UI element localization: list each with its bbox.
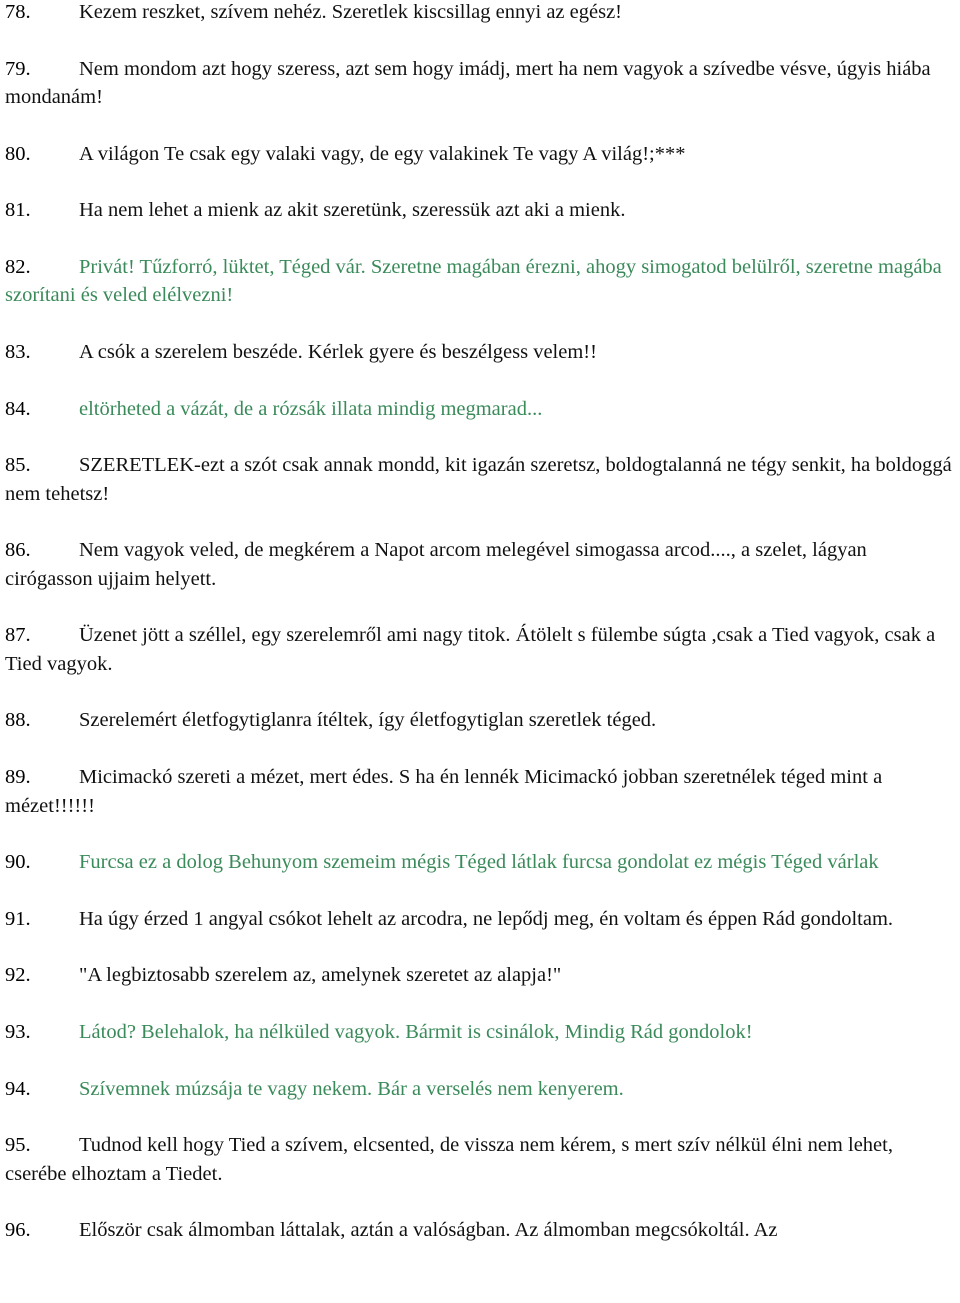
list-item [5, 451, 958, 508]
list-item [5, 621, 958, 678]
item-text: SZERETLEK-ezt a szót csak annak mondd, kit igazán szeretsz, boldogtalanná ne tégy senkit, ha boldoggá nem tehetsz! [5, 454, 952, 505]
list-item [5, 253, 958, 310]
item-text: Üzenet jött a széllel, egy szerelemről ami nagy titok. Átölelt s fülembe súgta ,csak a Tied vagyok, csak a Tied vagyok. [5, 624, 936, 675]
list-item [5, 395, 958, 424]
list-item [5, 961, 958, 990]
list-item [5, 706, 958, 735]
item-text: Először csak álmomban láttalak, aztán a valóságban. Az álmomban megcsókoltál. Az [79, 1219, 778, 1242]
item-text: "A legbiztosabb szerelem az, amelynek szeretet az alapja!" [79, 964, 562, 987]
item-number: 86. [5, 539, 31, 562]
item-number: 91. [5, 907, 31, 930]
item-number: 94. [5, 1077, 31, 1100]
item-number: 93. [5, 1020, 31, 1043]
item-text: Furcsa ez a dolog Behunyom szemeim mégis Téged látlak furcsa gondolat ez mégis Téged várlak [79, 851, 879, 874]
item-number: 81. [5, 199, 31, 222]
list-item [5, 0, 958, 27]
list-item [5, 1216, 958, 1245]
item-number: 89. [5, 766, 31, 789]
item-text: Ha úgy érzed 1 angyal csókot lehelt az arcodra, ne lepődj meg, én voltam és éppen Rád gondoltam. [79, 907, 894, 930]
item-number: 83. [5, 340, 31, 363]
list-item [5, 55, 958, 112]
item-text: Szerelemért életfogytiglanra ítéltek, így életfogytiglan szeretlek téged. [79, 709, 657, 732]
list-item [5, 1018, 958, 1047]
list-item [5, 848, 958, 877]
item-number: 82. [5, 255, 31, 278]
item-number: 92. [5, 964, 31, 987]
list-item [5, 763, 958, 820]
list-item [5, 196, 958, 225]
list-item [5, 905, 958, 934]
item-number: 95. [5, 1134, 31, 1157]
item-text: Micimackó szereti a mézet, mert édes. S ha én lennék Micimackó jobban szeretnélek téged mint a mézet!!!!!! [5, 766, 883, 817]
list-item [5, 536, 958, 593]
item-number: 85. [5, 454, 31, 477]
item-text: Tudnod kell hogy Tied a szívem, elcsented, de vissza nem kérem, s mert szív nélkül élni nem lehet, cserébe elhoztam a Tiedet. [5, 1134, 893, 1185]
item-text: Kezem reszket, szívem nehéz. Szeretlek kiscsillag ennyi az egész! [79, 1, 622, 23]
item-number: 84. [5, 397, 31, 420]
item-number: 78. [5, 1, 31, 23]
item-text: Nem mondom azt hogy szeress, azt sem hogy imádj, mert ha nem vagyok a szívedbe vésve, úgyis hiába mondanám! [5, 57, 931, 109]
item-number: 90. [5, 851, 31, 874]
item-text: Látod? Belehalok, ha nélküled vagyok. Bármit is csinálok, Mindig Rád gondolok! [79, 1020, 753, 1043]
list-item [5, 1131, 958, 1188]
document-page [5, 0, 958, 1273]
item-text: eltörheted a vázát, de a rózsák illata mindig megmarad... [79, 397, 543, 420]
item-number: 80. [5, 142, 31, 165]
item-text: Privát! Tűzforró, lüktet, Téged vár. Szeretne magában érezni, ahogy simogatod belülről, szeretne magába szorítani és veled elélvezni! [5, 255, 942, 307]
item-text: A csók a szerelem beszéde. Kérlek gyere és beszélgess velem!! [79, 340, 597, 363]
item-number: 79. [5, 57, 31, 80]
item-number: 96. [5, 1219, 31, 1242]
list-item [5, 338, 958, 367]
item-number: 87. [5, 624, 31, 647]
item-text: Szívemnek múzsája te vagy nekem. Bár a verselés nem kenyerem. [79, 1077, 624, 1100]
item-number: 88. [5, 709, 31, 732]
item-text: Nem vagyok veled, de megkérem a Napot arcom melegével simogassa arcod...., a szelet, lágyan cirógasson ujjaim helyett. [5, 539, 867, 590]
item-text: Ha nem lehet a mienk az akit szeretünk, szeressük azt aki a mienk. [79, 199, 626, 222]
list-item [5, 1075, 958, 1104]
item-text: A világon Te csak egy valaki vagy, de egy valakinek Te vagy A világ!;*** [79, 142, 686, 165]
list-item [5, 140, 958, 169]
